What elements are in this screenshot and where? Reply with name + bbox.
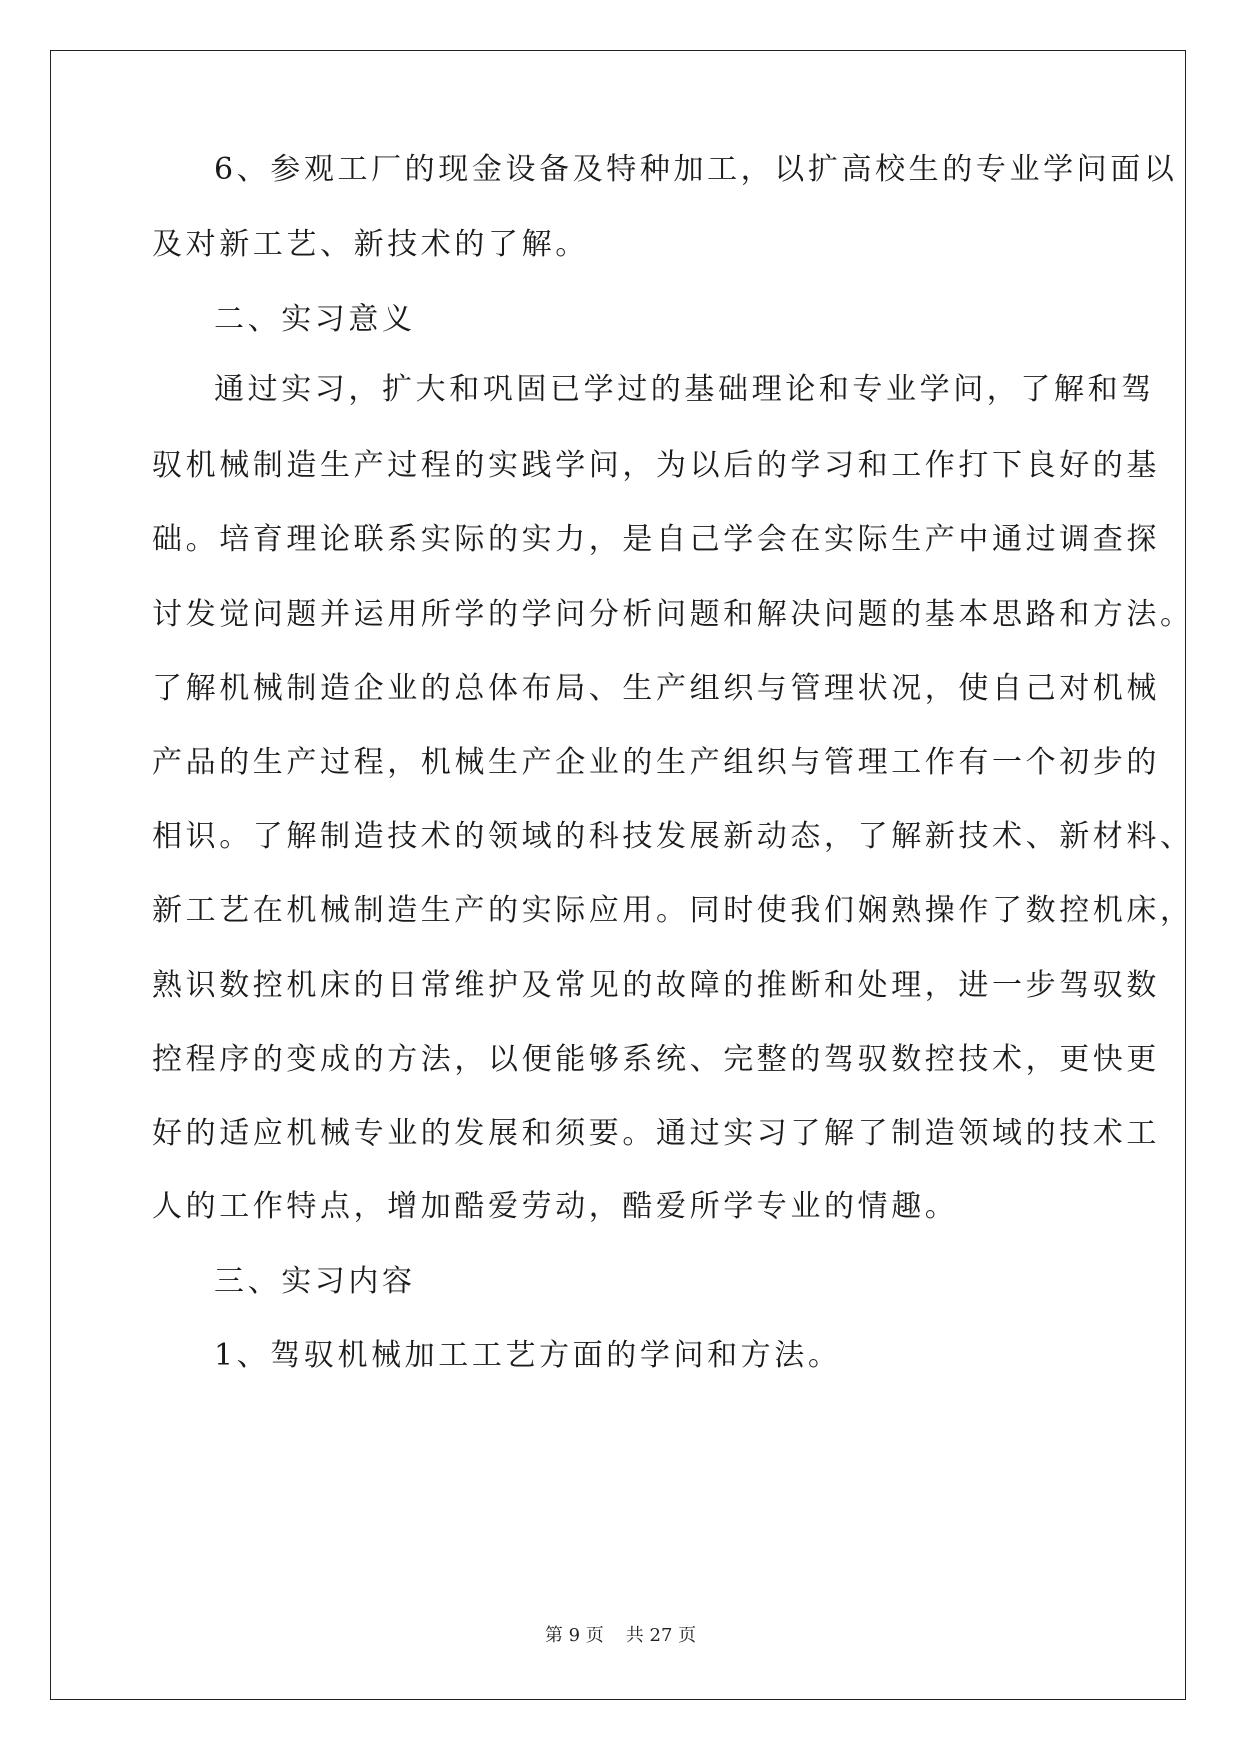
page-number: 第 9 页: [544, 1625, 604, 1646]
paragraph-line: 通过实习，扩大和巩固已学过的基础理论和专业学问，了解和驾: [214, 372, 1155, 407]
paragraph-line: 相识。了解制造技术的领域的科技发展新动态，了解新技术、新材料、: [152, 819, 1194, 854]
paragraph-line: 控程序的变成的方法，以便能够系统、完整的驾驭数控技术，更快更: [152, 1042, 1160, 1077]
paragraph-line: 熟识数控机床的日常维护及常见的故障的推断和处理，进一步驾驭数: [152, 968, 1160, 1003]
paragraph-line: 6、参观工厂的现金设备及特种加工，以扩高校生的专业学问面以: [214, 152, 1178, 187]
paragraph-line: 驭机械制造生产过程的实践学问，为以后的学习和工作打下良好的基: [152, 448, 1160, 483]
page-border: [50, 50, 1194, 1700]
paragraph-line: 及对新工艺、新技术的了解。: [152, 227, 589, 262]
section-heading: 三、实习内容: [214, 1264, 416, 1299]
paragraph-line: 讨发觉问题并运用所学的学问分析问题和解决问题的基本思路和方法。: [152, 597, 1194, 632]
paragraph-line: 新工艺在机械制造生产的实际应用。同时使我们娴熟操作了数控机床，: [152, 893, 1194, 928]
paragraph-line: 了解机械制造企业的总体布局、生产组织与管理状况，使自己对机械: [152, 671, 1160, 706]
paragraph-line: 础。培育理论联系实际的实力，是自己学会在实际生产中通过调查探: [152, 522, 1160, 557]
page-footer: [0, 1625, 1241, 1647]
paragraph-line: 好的适应机械专业的发展和须要。通过实习了解了制造领域的技术工: [152, 1116, 1160, 1151]
section-heading: 二、实习意义: [214, 302, 416, 337]
paragraph-line: 产品的生产过程，机械生产企业的生产组织与管理工作有一个初步的: [152, 745, 1160, 780]
page-total: 共 27 页: [625, 1625, 697, 1646]
paragraph-line: 1、驾驭机械加工工艺方面的学问和方法。: [214, 1338, 842, 1373]
paragraph-line: 人的工作特点，增加酷爱劳动，酷爱所学专业的情趣。: [152, 1189, 959, 1224]
